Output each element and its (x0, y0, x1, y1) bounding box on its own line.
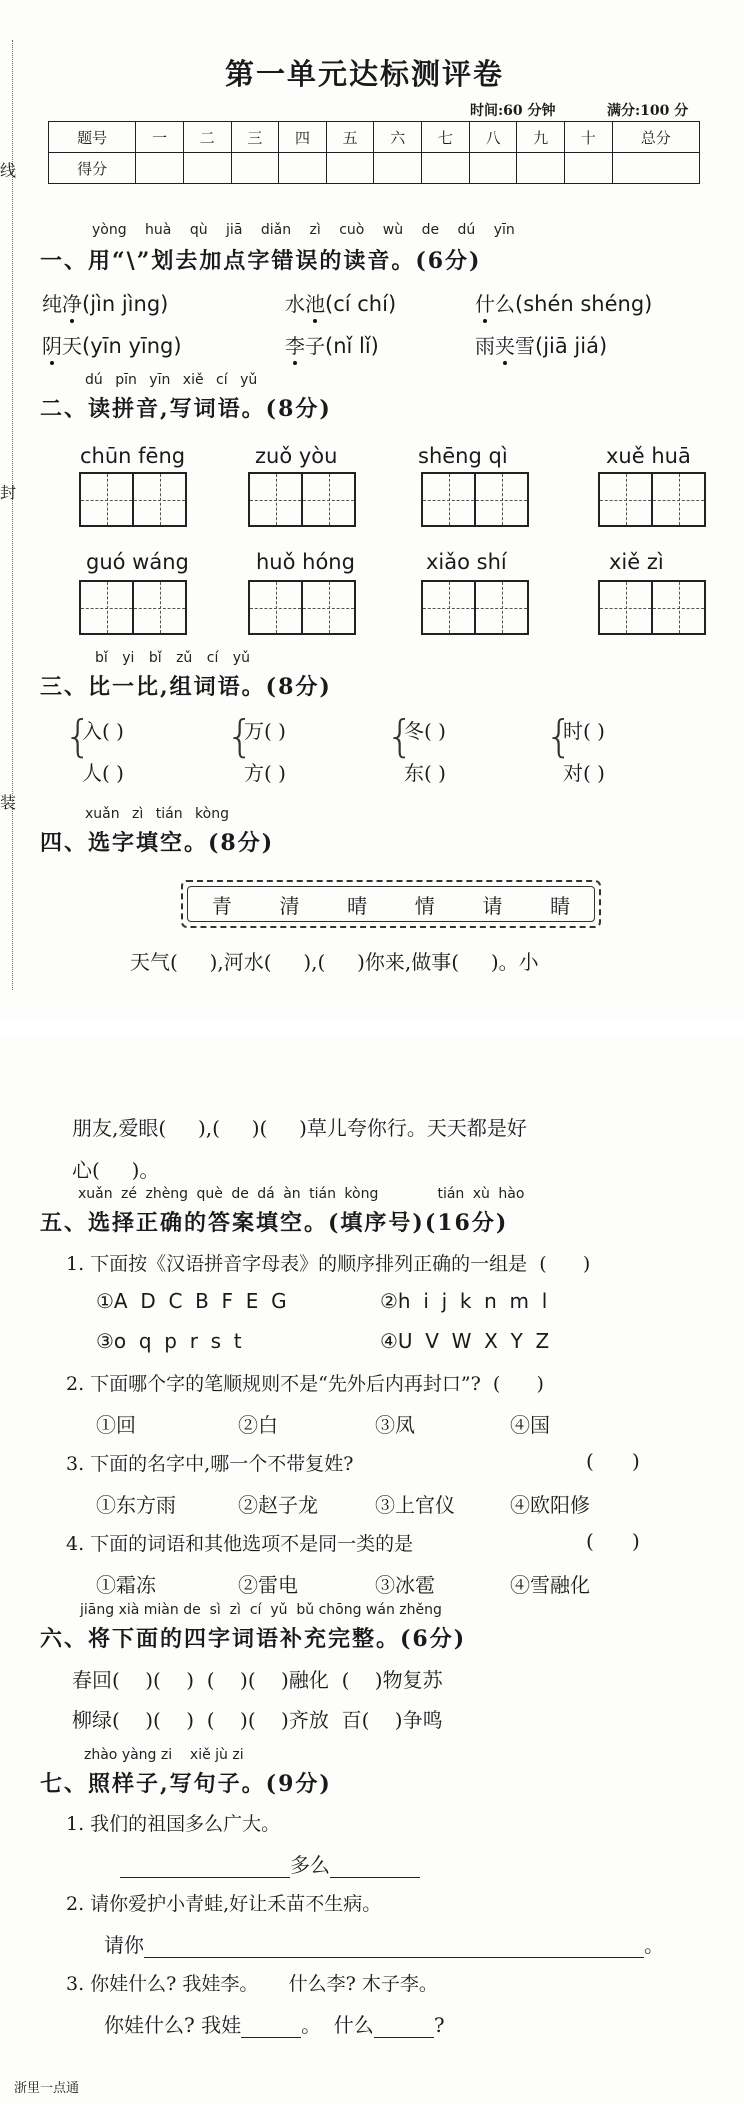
s7-q3-answer: 你娃什么? 我娃 。 什么 ? (104, 2013, 445, 2037)
s1-item: 纯净(jìn jìng) (42, 292, 169, 316)
score-header-cell: 三 (231, 122, 279, 153)
s5-q3-option: ②赵子龙 (238, 1493, 318, 1517)
score-total-label: 满分:100 分 (607, 103, 689, 119)
s4-pinyin: xuǎn zì tián kòng (85, 806, 229, 822)
s4-line-1: 天气( ),河水( ),( )你来,做事( )。小 (130, 950, 539, 974)
s5-q1: 1. 下面按《汉语拼音字母表》的顺序排列正确的一组是 ( ) (66, 1253, 591, 1275)
s1-item: 水池(cí chí) (285, 292, 397, 316)
s2-word-pinyin: guó wáng (86, 550, 189, 574)
page-1 (0, 0, 744, 1020)
s5-q1-option-c: ③o q p r s t (96, 1329, 242, 1353)
score-header-cell: 二 (183, 122, 231, 153)
s7-q1-answer: 多么 (120, 1849, 420, 1878)
writing-grid[interactable] (598, 472, 704, 527)
s1-pinyin: yòng huà qù jiā diǎn zì cuò wù de dú yīn (92, 222, 515, 238)
brace-icon: { (64, 711, 92, 762)
s5-q4: 4. 下面的词语和其他选项不是同一类的是 (66, 1533, 414, 1555)
score-table-header-row (49, 122, 700, 153)
score-row-label: 得分 (49, 153, 136, 184)
score-header-cell: 九 (517, 122, 565, 153)
s7-q3: 3. 你娃什么? 我娃李。 什么李? 木子李。 (66, 1973, 438, 1995)
score-table-score-row (49, 153, 700, 184)
writing-grid[interactable] (79, 472, 185, 527)
score-header-cell: 一 (136, 122, 184, 153)
s2-word-pinyin: xiǎo shí (426, 550, 507, 574)
s7-title: 七、照样子,写句子。(9分) (40, 1771, 332, 1797)
brace-icon: { (545, 711, 573, 762)
score-cell[interactable] (279, 153, 327, 184)
s4-line-3: 心( )。 (72, 1158, 160, 1182)
score-header-cell: 十 (564, 122, 612, 153)
score-cell[interactable] (469, 153, 517, 184)
s5-q4-option: ①霜冻 (96, 1573, 156, 1597)
margin-label-seal: 封 (0, 483, 17, 502)
s1-item: 雨夹雪(jiā jiá) (475, 334, 608, 358)
s3-pair-bottom: 方( ) (244, 761, 286, 785)
score-cell[interactable] (136, 153, 184, 184)
s3-pair-bottom: 人( ) (82, 761, 124, 785)
s5-q2-option: ①回 (96, 1413, 136, 1437)
s6-title: 六、将下面的四字词语补充完整。(6分) (40, 1626, 467, 1652)
s2-word-pinyin: chūn fēng (80, 444, 186, 468)
choice-char: 情 (414, 893, 435, 918)
answer-blank[interactable] (120, 1857, 290, 1878)
choice-char: 晴 (347, 893, 368, 918)
writing-grid[interactable] (79, 580, 185, 635)
s6-line-2: 柳绿( )( ) ( )( )齐放 百( )争鸣 (72, 1708, 443, 1732)
writing-grid[interactable] (421, 472, 527, 527)
s5-q4-option: ④雪融化 (510, 1573, 590, 1597)
margin-label-bind: 装 (0, 793, 17, 812)
score-cell[interactable] (374, 153, 422, 184)
score-cell[interactable] (612, 153, 699, 184)
s5-q2-option: ③凤 (375, 1413, 415, 1437)
answer-blank[interactable] (330, 1857, 420, 1878)
s4-line-2: 朋友,爱眼( ),( )( )草儿夸你行。天天都是好 (72, 1116, 527, 1140)
score-cell[interactable] (231, 153, 279, 184)
s3-pair-bottom: 对( ) (563, 761, 605, 785)
s7-q1: 1. 我们的祖国多么广大。 (66, 1813, 281, 1835)
s5-q1-option-a: ①A D C B F E G (96, 1289, 287, 1313)
s5-q2: 2. 下面哪个字的笔顺规则不是“先外后内再封口”? ( ) (66, 1373, 544, 1395)
s4-title: 四、选字填空。(8分) (40, 830, 275, 856)
score-header-cell: 八 (469, 122, 517, 153)
s2-word-pinyin: shēng qì (418, 444, 508, 468)
page-title: 第一单元达标测评卷 (225, 57, 505, 91)
s3-title: 三、比一比,组词语。(8分) (40, 674, 332, 700)
score-header-cell: 五 (326, 122, 374, 153)
s2-word-pinyin: xuě huā (606, 444, 691, 468)
page-gap (0, 1020, 744, 1035)
s5-q3-option: ③上官仪 (375, 1493, 455, 1517)
binding-line (12, 40, 13, 990)
s5-q4-option: ②雷电 (238, 1573, 298, 1597)
s2-pinyin: dú pīn yīn xiě cí yǔ (85, 372, 258, 388)
choice-char: 睛 (550, 893, 571, 918)
s3-pair-top: 万( ) (244, 719, 286, 743)
s5-q3-paren: ( ) (586, 1449, 640, 1473)
s2-title: 二、读拼音,写词语。(8分) (40, 396, 332, 422)
score-cell[interactable] (422, 153, 470, 184)
s6-pinyin: jiāng xià miàn de sì zì cí yǔ bǔ chōng wán zhěng (80, 1602, 442, 1618)
answer-blank[interactable] (241, 2017, 301, 2038)
s3-pair-bottom: 东( ) (404, 761, 446, 785)
s6-line-1: 春回( )( ) ( )( )融化 ( )物复苏 (72, 1668, 443, 1692)
s5-title: 五、选择正确的答案填空。(填序号)(16分) (40, 1210, 509, 1236)
s5-q4-paren: ( ) (586, 1529, 640, 1553)
s3-pinyin: bǐ yi bǐ zǔ cí yǔ (95, 650, 250, 666)
score-header-cell: 七 (422, 122, 470, 153)
s3-pair-top: 冬( ) (404, 719, 446, 743)
score-cell[interactable] (183, 153, 231, 184)
choice-char: 青 (211, 893, 232, 918)
word-choice-inner (187, 886, 595, 922)
score-header-cell: 四 (279, 122, 327, 153)
s5-q3-option: ①东方雨 (96, 1493, 176, 1517)
choice-char: 请 (482, 893, 503, 918)
word-choice-box (181, 880, 601, 928)
s5-q4-option: ③冰雹 (375, 1573, 435, 1597)
score-header-cell: 题号 (49, 122, 136, 153)
s5-q1-option-b: ②h i j k n m l (380, 1289, 548, 1313)
s2-word-pinyin: zuǒ yòu (255, 444, 338, 468)
score-cell[interactable] (564, 153, 612, 184)
answer-blank[interactable] (374, 2017, 434, 2038)
s5-q3-option: ④欧阳修 (510, 1493, 590, 1517)
s1-item: 什么(shén shéng) (475, 292, 653, 316)
writing-grid[interactable] (248, 580, 354, 635)
writing-grid[interactable] (421, 580, 527, 635)
s5-q1-option-d: ④U V W X Y Z (380, 1329, 550, 1353)
s5-q2-option: ②白 (238, 1413, 278, 1437)
score-cell[interactable] (517, 153, 565, 184)
s2-word-pinyin: huǒ hóng (256, 550, 355, 574)
brace-icon: { (386, 711, 414, 762)
score-cell[interactable] (326, 153, 374, 184)
writing-grid[interactable] (598, 580, 704, 635)
writing-grid[interactable] (248, 472, 354, 527)
page-2 (0, 1035, 744, 2104)
margin-label-line: 线 (0, 161, 17, 180)
s5-pinyin: xuǎn zé zhèng què de dá àn tián kòng tián xù hào (78, 1186, 525, 1202)
score-table (48, 121, 700, 184)
score-header-cell: 总分 (612, 122, 699, 153)
s5-q3: 3. 下面的名字中,哪一个不带复姓? (66, 1453, 354, 1475)
choice-char: 清 (279, 893, 300, 918)
s5-q2-option: ④国 (510, 1413, 550, 1437)
brace-icon: { (226, 711, 254, 762)
s3-pair-top: 时( ) (563, 719, 605, 743)
footer-brand: 浙里一点通 (14, 2081, 80, 2096)
s1-title: 一、用“\”划去加点字错误的读音。(6分) (40, 248, 482, 274)
s7-q2: 2. 请你爱护小青蛙,好让禾苗不生病。 (66, 1893, 382, 1915)
s1-item: 李子(nǐ lǐ) (285, 334, 379, 358)
time-label: 时间:60 分钟 (470, 103, 556, 119)
s1-item: 阴天(yīn yīng) (42, 334, 182, 358)
answer-blank[interactable] (144, 1937, 644, 1958)
score-header-cell: 六 (374, 122, 422, 153)
s7-pinyin: zhào yàng zi xiě jù zi (84, 1747, 244, 1763)
s2-word-pinyin: xiě zì (609, 550, 664, 574)
s7-q2-answer: 请你 。 (104, 1933, 664, 1957)
s3-pair-top: 入( ) (82, 719, 124, 743)
